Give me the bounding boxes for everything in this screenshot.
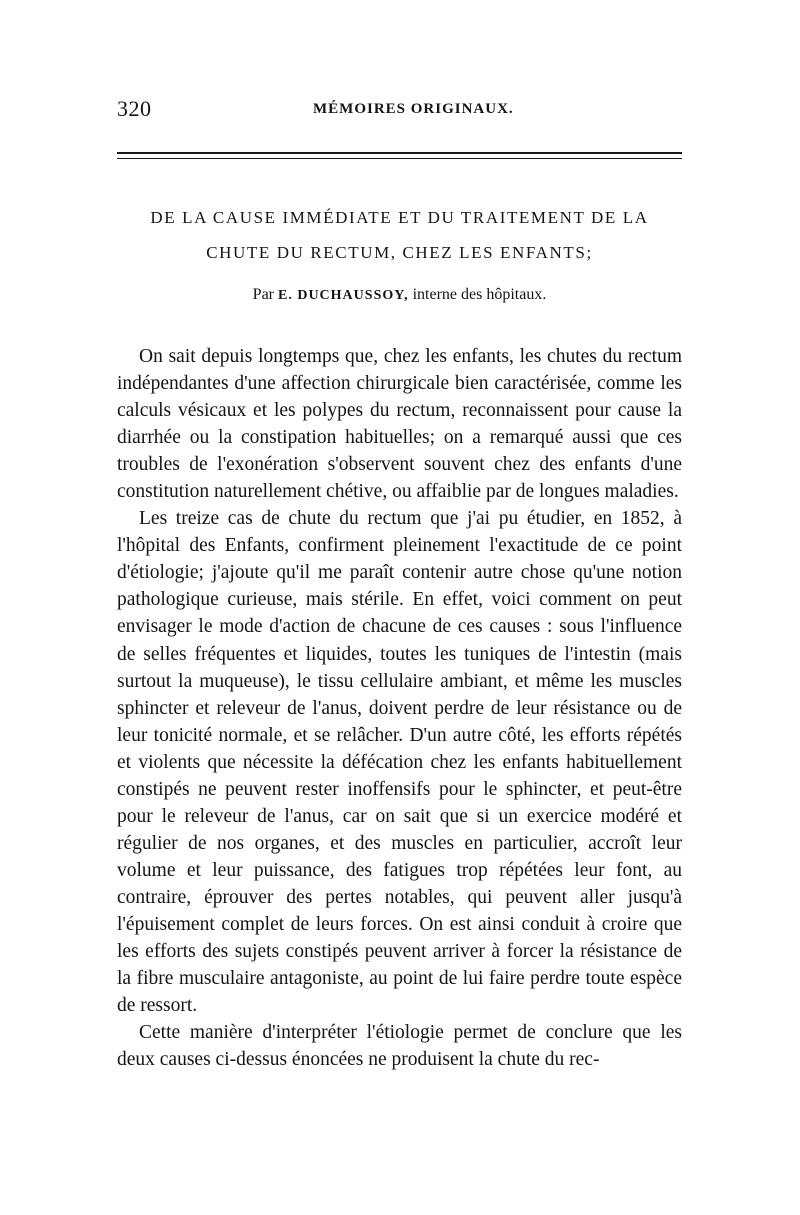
byline: [117, 286, 682, 304]
page-number: 320: [117, 96, 152, 121]
header-rule-thick: [117, 152, 682, 154]
author-name: E. DUCHAUSSOY,: [278, 288, 409, 303]
paragraph-3: Cette manière d'interpréter l'étiologie permet de conclure que les deux causes ci-dessus énoncées ne produisent la chute du rec-: [117, 1022, 682, 1071]
header-rule-thin: [117, 158, 682, 159]
byline-prefix: Par: [252, 286, 274, 303]
article-body: [117, 343, 682, 1073]
byline-suffix: interne des hôpitaux.: [412, 286, 547, 303]
running-header: [117, 96, 682, 126]
article-title-line-2: CHUTE DU RECTUM, CHEZ LES ENFANTS;: [206, 243, 593, 262]
article-title-line-1: DE LA CAUSE IMMÉDIATE ET DU TRAITEMENT DE LA: [150, 208, 649, 227]
paragraph-2: Les treize cas de chute du rectum que j'ai pu étudier, en 1852, à l'hôpital des Enfants, confirment pleinement l'exactitude de ce point d'étiologie; j'ajoute qu'il me paraît contenir autre chose qu'une notion pathologique curieuse, mais stérile. En effet, voici comment on peut envisager le mode d'action de chacune de ces causes : sous l'influence de selles fréquentes et liquides, toutes les tuniques de l'intestin (mais surtout la muqueuse), le tissu cellulaire ambiant, et même les muscles sphincter et releveur de l'anus, doivent perdre de leur résistance ou de leur tonicité normale, et se relâcher. D'un autre côté, les efforts répétés et violents que nécessite la défécation chez les enfants habituellement constipés ne peuvent rester inoffensifs pour le sphincter, et peut-être pour le releveur de l'anus, car on sait que si un exercice modéré et régulier de nos organes, et des muscles en particulier, accroît leur volume et leur puissance, des fatigues trop répétées leur font, au contraire, éprouver des pertes notables, qui peuvent aller jusqu'à l'épuisement complet de leurs forces. On est ainsi conduit à croire que les efforts des sujets constipés peuvent arriver à forcer la résistance de la fibre musculaire antagoniste, au point de lui faire perdre toute espèce de ressort.: [117, 508, 682, 1017]
running-title: MÉMOIRES ORIGINAUX.: [313, 101, 514, 117]
paragraph-1: On sait depuis longtemps que, chez les enfants, les chutes du rectum indépendantes d'une affection chirurgicale bien caractérisée, comme les calculs vésicaux et les polypes du rectum, reconnaissent pour cause la diarrhée ou la constipation habituelles; on a remarqué aussi que ces troubles de l'exonération s'observent souvent chez des enfants d'une constitution naturellement chétive, ou affaiblie par de longues maladies.: [117, 346, 682, 503]
article-title: [117, 200, 682, 270]
